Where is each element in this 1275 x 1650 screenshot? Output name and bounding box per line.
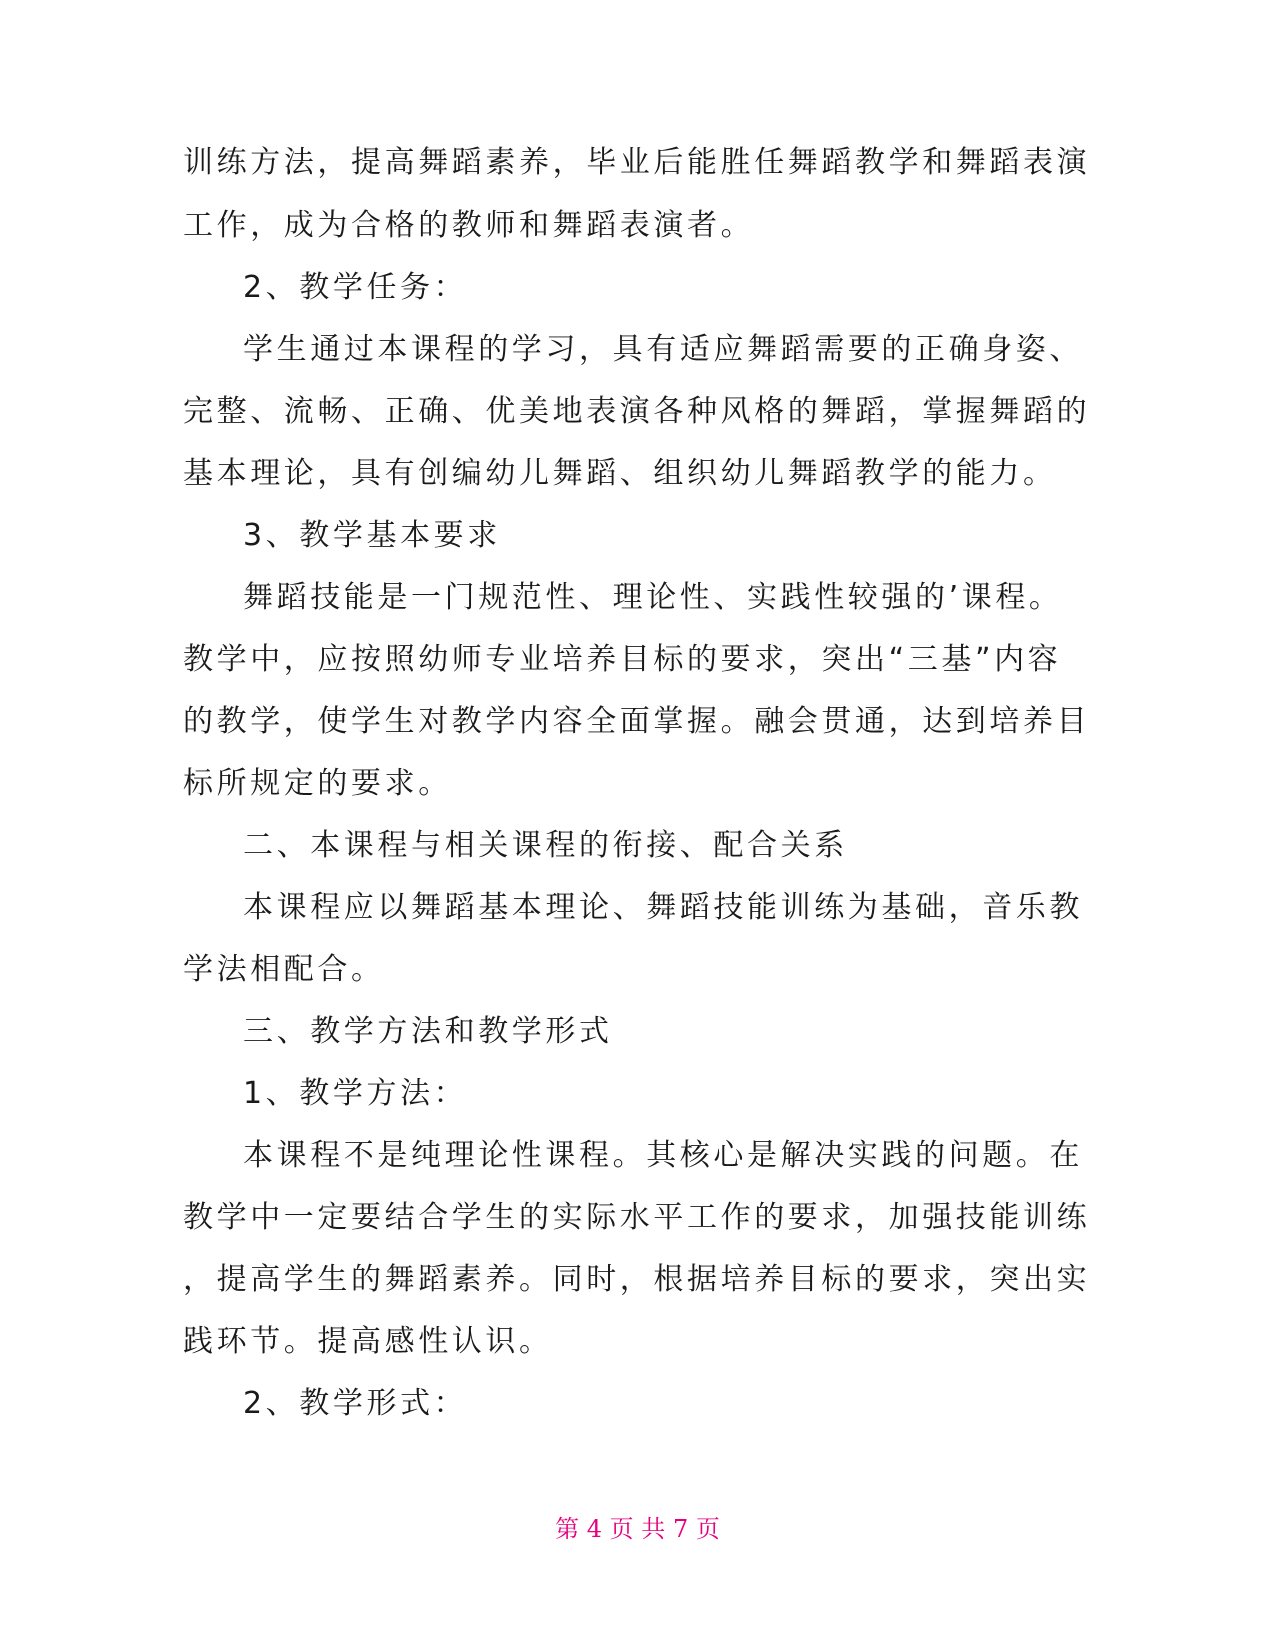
text-line: 本课程应以舞蹈基本理论、舞蹈技能训练为基础，音乐教 xyxy=(243,890,1083,925)
text-line: 学法相配合。 xyxy=(183,952,385,987)
text-line: ，提高学生的舞蹈素养。同时，根据培养目标的要求，突出实 xyxy=(183,1262,1091,1297)
section-heading: 2、教学形式： xyxy=(243,1386,468,1421)
text-line: 标所规定的要求。 xyxy=(183,766,452,801)
text-line: 舞蹈技能是一门规范性、理论性、实践性较强的’课程。 xyxy=(243,580,1063,615)
text-line: 完整、流畅、正确、优美地表演各种风格的舞蹈，掌握舞蹈的 xyxy=(183,394,1091,429)
text-line: 践环节。提高感性认识。 xyxy=(183,1324,553,1359)
text-line: 学生通过本课程的学习，具有适应舞蹈需要的正确身姿、 xyxy=(243,332,1083,367)
text-line: 教学中，应按照幼师专业培养目标的要求，突出“三基”内容 xyxy=(183,642,1062,677)
section-heading: 三、教学方法和教学形式 xyxy=(243,1014,613,1049)
text-line: 的教学，使学生对教学内容全面掌握。融会贯通，达到培养目 xyxy=(183,704,1091,739)
text-line: 本课程不是纯理论性课程。其核心是解决实践的问题。在 xyxy=(243,1138,1083,1173)
text-line: 基本理论，具有创编幼儿舞蹈、组织幼儿舞蹈教学的能力。 xyxy=(183,456,1057,491)
section-heading: 1、教学方法： xyxy=(243,1076,468,1111)
page-number-footer: 第 4 页 共 7 页 xyxy=(555,1515,720,1543)
text-line: 教学中一定要结合学生的实际水平工作的要求，加强技能训练 xyxy=(183,1200,1091,1235)
text-line: 训练方法，提高舞蹈素养，毕业后能胜任舞蹈教学和舞蹈表演 xyxy=(183,145,1091,180)
text-line: 工作，成为合格的教师和舞蹈表演者。 xyxy=(183,208,755,243)
section-heading: 二、本课程与相关课程的衔接、配合关系 xyxy=(243,828,848,863)
section-heading: 3、教学基本要求 xyxy=(243,518,501,553)
section-heading: 2、教学任务： xyxy=(243,270,468,305)
